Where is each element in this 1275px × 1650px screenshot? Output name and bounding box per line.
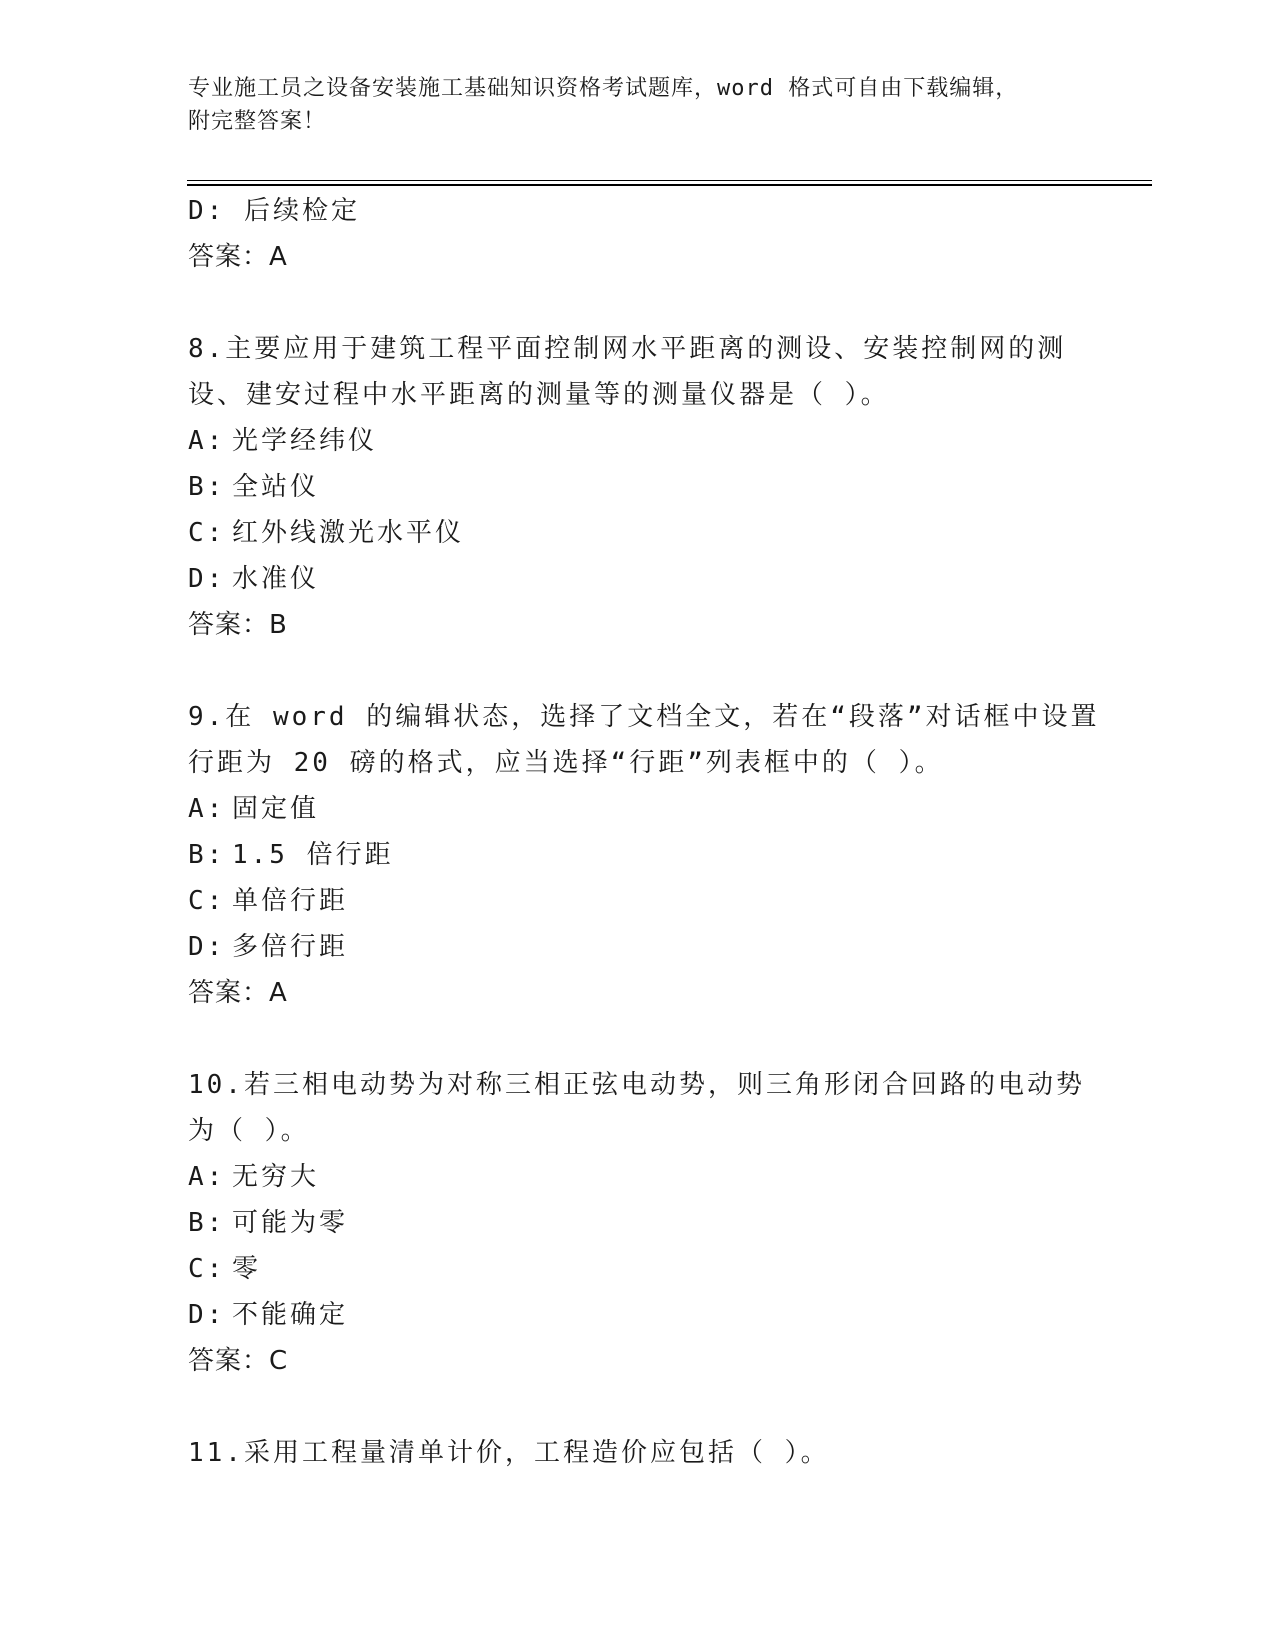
- q8-option-d: [188, 556, 1088, 602]
- spacer: [188, 1016, 1088, 1062]
- option-letter: A:: [188, 1162, 226, 1192]
- q10-text-line-2: 为（ ）。: [188, 1116, 310, 1146]
- q9-answer: 答案：A: [188, 978, 288, 1008]
- q10-text-line-1: 10.若三相电动势为对称三相正弦电动势，则三角形闭合回路的电动势: [188, 1070, 1085, 1100]
- q8-option-b: [188, 464, 1088, 510]
- header-line-1: 专业施工员之设备安装施工基础知识资格考试题库，word 格式可自由下载编辑，: [188, 76, 1019, 101]
- option-text: 固定值: [232, 794, 320, 824]
- option-letter: A:: [188, 794, 226, 824]
- option-text: 水准仪: [232, 564, 320, 594]
- q8-text-line-2: 设、建安过程中水平距离的测量等的测量仪器是（ ）。: [188, 380, 890, 410]
- q9-option-a: [188, 786, 1088, 832]
- option-letter: B:: [188, 472, 226, 502]
- option-text: 红外线激光水平仪: [232, 518, 465, 548]
- q10-option-d: [188, 1292, 1088, 1338]
- option-letter: C:: [188, 886, 226, 916]
- prev-question-option-d: D: 后续检定: [188, 196, 360, 226]
- spacer: [188, 648, 1088, 694]
- option-text: 光学经纬仪: [232, 426, 378, 456]
- q8-option-c: [188, 510, 1088, 556]
- header-line-2: 附完整答案！: [188, 109, 327, 134]
- option-text: 不能确定: [232, 1300, 349, 1330]
- q8-text-line-1: 8.主要应用于建筑工程平面控制网水平距离的测设、安装控制网的测: [188, 334, 1067, 364]
- option-text: 零: [232, 1254, 262, 1284]
- q10-answer: 答案：C: [188, 1346, 289, 1376]
- spacer: [188, 280, 1088, 326]
- header-rule-thick: [187, 184, 1152, 186]
- option-letter: D:: [188, 932, 226, 962]
- q10-option-c: [188, 1246, 1088, 1292]
- option-text: 1.5 倍行距: [232, 840, 394, 870]
- option-letter: C:: [188, 1254, 226, 1284]
- document-body: [188, 188, 1100, 1476]
- q9-text-line-2: 行距为 20 磅的格式，应当选择“行距”列表框中的（ ）。: [188, 748, 944, 778]
- option-text: 全站仪: [232, 472, 320, 502]
- option-text: 多倍行距: [232, 932, 349, 962]
- q10-option-b: [188, 1200, 1088, 1246]
- q9-option-c: [188, 878, 1088, 924]
- option-letter: C:: [188, 518, 226, 548]
- header-rule-thin: [187, 180, 1152, 181]
- option-letter: B:: [188, 840, 226, 870]
- q8-option-a: [188, 418, 1088, 464]
- q9-option-d: [188, 924, 1088, 970]
- page-header: [188, 72, 1088, 138]
- option-text: 无穷大: [232, 1162, 320, 1192]
- option-letter: D:: [188, 564, 226, 594]
- prev-question-answer: 答案：A: [188, 242, 288, 272]
- q10-option-a: [188, 1154, 1088, 1200]
- q9-text-line-1: 9.在 word 的编辑状态，选择了文档全文，若在“段落”对话框中设置: [188, 702, 1100, 732]
- option-letter: D:: [188, 1300, 226, 1330]
- option-letter: A:: [188, 426, 226, 456]
- option-letter: B:: [188, 1208, 226, 1238]
- q9-option-b: [188, 832, 1088, 878]
- option-text: 单倍行距: [232, 886, 349, 916]
- option-text: 可能为零: [232, 1208, 349, 1238]
- spacer: [188, 1384, 1088, 1430]
- q8-answer: 答案：B: [188, 610, 288, 640]
- q11-text-line-1: 11.采用工程量清单计价，工程造价应包括（ ）。: [188, 1438, 830, 1468]
